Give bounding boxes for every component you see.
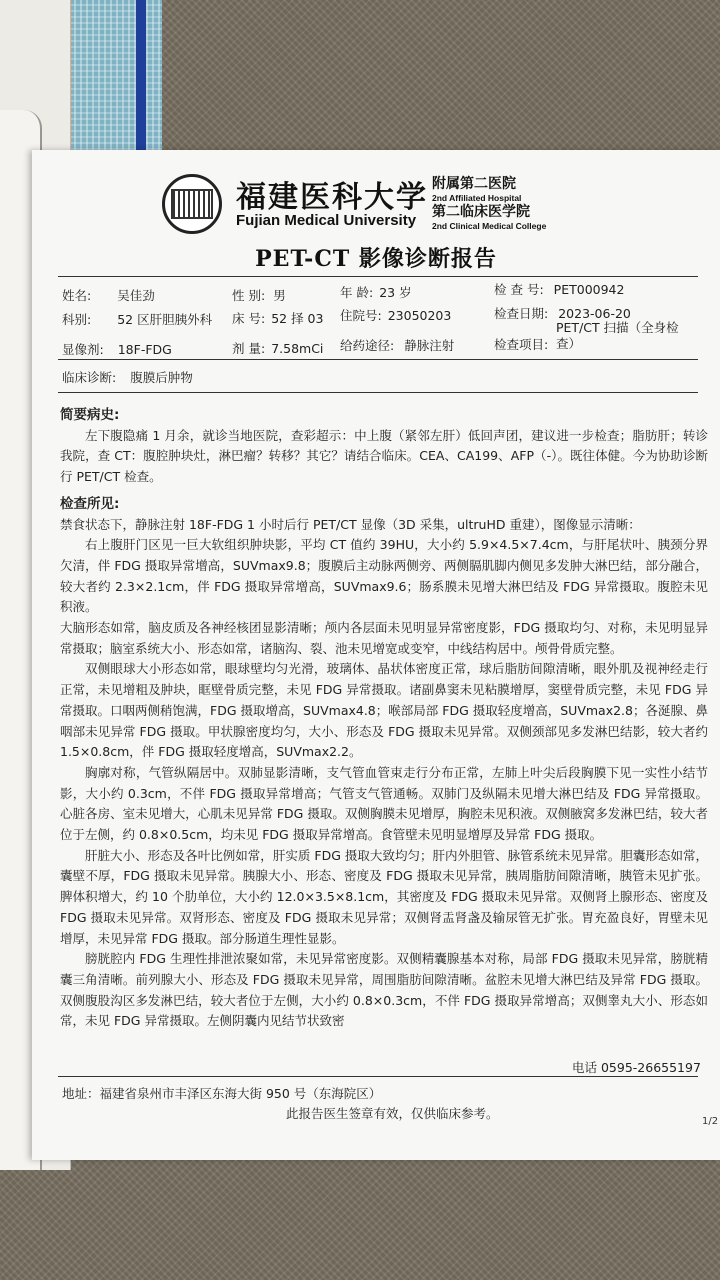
folder-edge <box>136 0 146 150</box>
exam-item-value: PET/CT 扫描（全身检 查） <box>556 320 679 351</box>
report-body <box>60 405 708 1032</box>
findings-title: 检查所见: <box>60 495 120 512</box>
diagnosis-divider <box>58 392 698 393</box>
page-number: 1/2 <box>702 1116 719 1127</box>
findings-abdomen-mass: 右上腹肝门区见一巨大软组织肿块影，平均 CT 值约 39HU，大小约 5.9×4.5×7.4cm，与肝尾状叶、胰颈分界欠清，伴 FDG 摄取异常增高，SUVmax9.8；腹膜后主动脉两侧旁、两侧膈肌脚内侧见多发肿大淋巴结，部分融合，较大者约 2.3×2.1cm，伴 FDG 摄取异常增高，SUVmax9.6；肠系膜未见增大淋巴结及 FDG 异常摄取。腹腔未见积液。 <box>60 537 708 615</box>
university-name-cn: 福建医科大学 <box>236 180 428 215</box>
patient-name-field: 姓名: 吴佳劲 <box>62 288 155 303</box>
folder-background <box>62 0 162 150</box>
clinical-diagnosis-field: 临床诊断: 腹膜后肿物 <box>62 370 193 385</box>
hospital-name-cn-1: 附属第二医院 <box>432 176 516 192</box>
hospital-name-en-2: 2nd Clinical Medical College <box>432 221 547 231</box>
dose-field: 剂 量: 7.58mCi <box>232 341 324 356</box>
university-seal-icon <box>162 174 222 234</box>
footer-divider <box>58 1076 698 1077</box>
phone-number: 电话 0595-26655197 <box>572 1060 701 1075</box>
findings-brain: 大脑形态如常，脑皮质及各神经核团显影清晰；颅内各层面未见明显异常密度影，FDG 摄取均匀、对称，未见明显异常摄取；脑室系统大小、形态如常，诸脑沟、裂、池未见增宽或变窄，中线结构居中。颅骨骨质完整。 <box>60 620 708 656</box>
sex-field: 性 别: 男 <box>232 288 286 303</box>
hospital-name-en-1: 2nd Affiliated Hospital <box>432 193 522 203</box>
info-divider <box>58 359 698 360</box>
route-field: 给药途径: 静脉注射 <box>340 338 455 353</box>
age-field: 年 龄: 23 岁 <box>340 285 412 300</box>
history-text: 左下腹隐痛 1 月余，就诊当地医院，查彩超示：中上腹（紧邻左肝）低回声团，建议进一步检查；脂肪肝；转诊我院，查 CT：腹腔肿块灶，淋巴瘤？转移？其它？请结合临床。CEA、CA199、AFP（-）。既往体健。今为协助诊断行 PET/CT 检查。 <box>60 427 708 485</box>
header-divider <box>58 276 698 277</box>
report-title: PET-CT 影像诊断报告 <box>255 246 497 272</box>
university-name-en: Fujian Medical University <box>236 212 417 229</box>
findings-abdomen: 肝脏大小、形态及各叶比例如常，肝实质 FDG 摄取大致均匀；肝内外胆管、脉管系统未见异常。胆囊形态如常，囊壁不厚，FDG 摄取未见异常。胰腺大小、形态、密度及 FDG 摄取未见异常，胰周脂肪间隙清晰，胰管未见扩张。脾体积增大，约 10 个肋单位，大小约 12.0×3.5×8.1cm，其密度及 FDG 摄取未见异常。双侧肾上腺形态、密度及 FDG 摄取未见异常。双肾形态、密度及 FDG 摄取未见异常；双侧肾盂肾盏及输尿管无扩张。胃充盈良好，胃壁未见增厚，未见异常 FDG 摄取。部分肠道生理性显影。 <box>60 847 708 946</box>
findings-head-neck: 双侧眼球大小形态如常，眼球壁均匀光滑，玻璃体、晶状体密度正常，球后脂肪间隙清晰，眼外肌及视神经走行正常，未见增粗及肿块，眶壁骨质完整，未见 FDG 异常摄取。诸副鼻窦未见粘膜增厚，窦壁骨质完整，未见 FDG 异常摄取。口咽两侧稍饱满，FDG 摄取增高，SUVmax4.8；喉部局部 FDG 摄取轻度增高，SUVmax2.8；各涎腺、鼻咽部未见异常 FDG 摄取。甲状腺密度均匀，大小、形态及 FDG 摄取未见异常。双侧颈部见多发淋巴结影，较大者约 1.5×0.8cm，伴 FDG 摄取轻度增高，SUVmax2.2。 <box>60 661 708 760</box>
exam-item-field: 检查项目: <box>494 337 549 352</box>
exam-date-field: 检查日期: 2023-06-20 <box>494 306 631 321</box>
report-sheet <box>32 150 720 1160</box>
letterhead <box>162 174 572 234</box>
address: 地址：福建省泉州市丰泽区东海大街 950 号（东海院区） <box>62 1086 382 1101</box>
hospital-name <box>432 176 582 232</box>
inpatient-number-field: 住院号: 23050203 <box>340 308 452 323</box>
findings-pelvis: 膀胱腔内 FDG 生理性排泄浓聚如常，未见异常密度影。双侧精囊腺基本对称，局部 FDG 摄取未见异常，膀胱精囊三角清晰。前列腺大小、形态及 FDG 摄取未见异常，周围脂肪间隙清晰。盆腔未见增大淋巴结及异常 FDG 摄取。双侧腹股沟区多发淋巴结，较大者位于左侧，大小约 0.8×0.3cm，不伴 FDG 摄取异常增高；双侧睾丸大小、形态如常，未见 FDG 异常摄取。左侧阴囊内见结节状致密 <box>60 951 708 1029</box>
tracer-field: 显像剂: 18F-FDG <box>62 342 172 357</box>
history-title: 简要病史: <box>60 407 120 423</box>
findings-chest: 胸廓对称，气管纵隔居中。双肺显影清晰，支气管血管束走行分布正常，左肺上叶尖后段胸膜下见一实性小结节影，大小约 0.3cm，不伴 FDG 摄取异常增高；气管支气管通畅。双肺门及纵隔未见增大淋巴结及 FDG 异常摄取。心脏各房、室未见增大，心肌未见异常 FDG 摄取。双侧胸膜未见增厚，胸腔未见积液。双侧腋窝多发淋巴结，较大者位于左侧，约 0.8×0.5cm，均未见 FDG 摄取异常增高。食管壁未见明显增厚及异常 FDG 摄取。 <box>60 764 708 843</box>
findings-intro: 禁食状态下，静脉注射 18F-FDG 1 小时后行 PET/CT 显像（3D 采集，ultruHD 重建），图像显示清晰： <box>60 516 641 532</box>
exam-number-field: 检 查 号: PET000942 <box>494 282 625 297</box>
hospital-name-cn-2: 第二临床医学院 <box>432 204 530 220</box>
department-field: 科别: 52 区肝胆胰外科 <box>62 312 213 327</box>
disclaimer: 此报告医生签章有效，仅供临床参考。 <box>286 1106 499 1121</box>
patient-name: 吴佳劲 <box>117 288 155 303</box>
bed-field: 床 号: 52 择 03 <box>232 311 324 326</box>
clinical-diagnosis: 腹膜后肿物 <box>130 370 193 385</box>
